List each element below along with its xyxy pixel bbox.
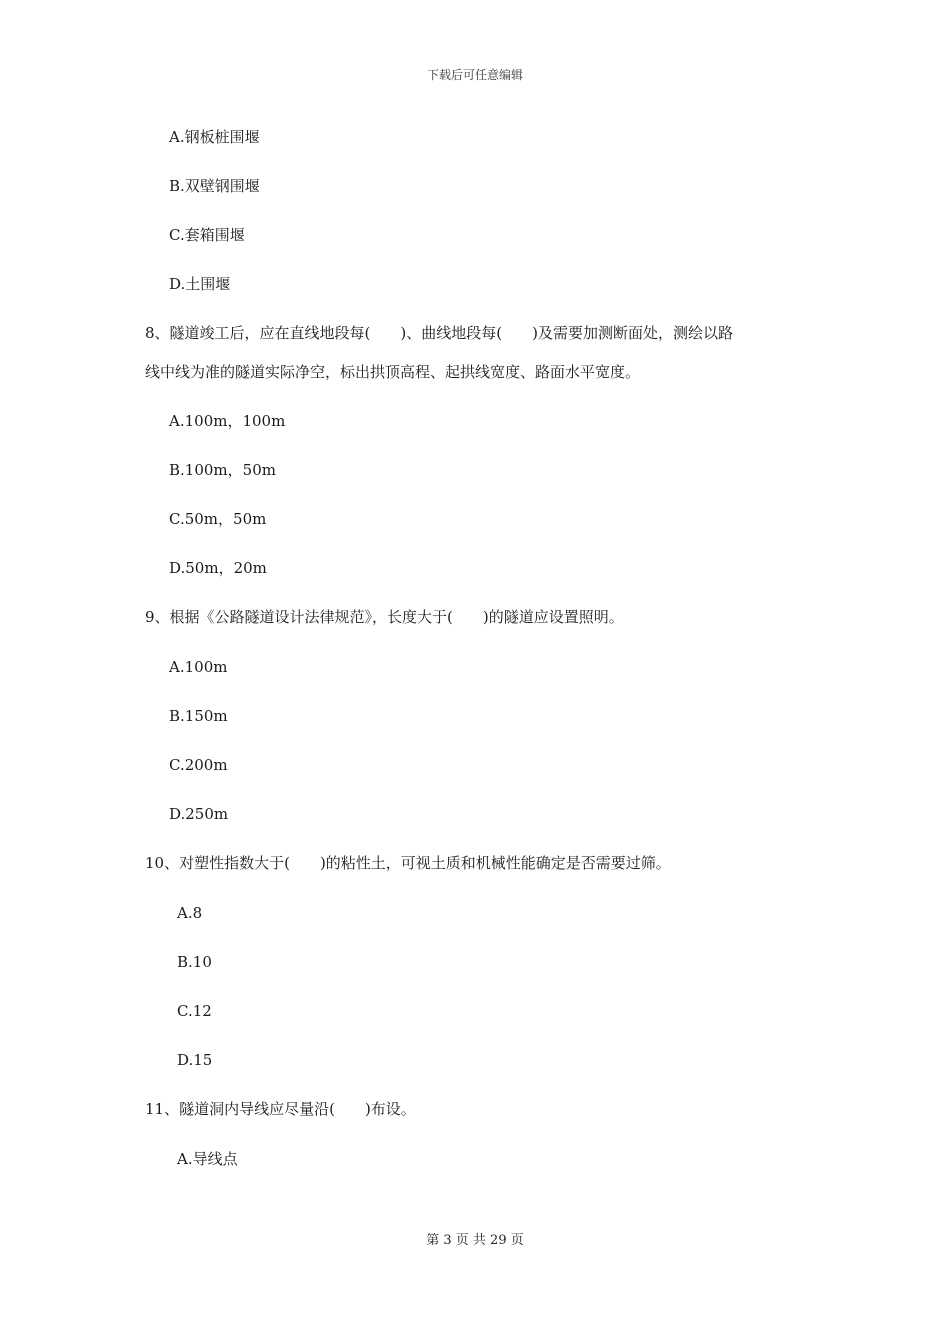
q10-option-c: C.12 [177,1002,212,1020]
option-a: A.钢板桩围堰 [169,128,260,146]
q9-option-c: C.200m [169,756,228,774]
q11-option-a: A.导线点 [177,1150,238,1168]
option-c: C.套箱围堰 [169,226,245,244]
q9-option-a: A.100m [169,658,228,676]
q10-option-d: D.15 [177,1051,213,1069]
q8-option-b: B.100m，50m [169,461,276,479]
question-9: 9、根据《公路隧道设计法律规范》，长度大于( )的隧道应设置照明。 [145,608,624,626]
page-footer: 第 3 页 共 29 页 [426,1233,524,1248]
question-11: 11、隧道洞内导线应尽量沿( )布设。 [145,1100,416,1118]
option-b: B.双壁钢围堰 [169,177,260,195]
q8-option-c: C.50m，50m [169,510,267,528]
q8-option-d: D.50m，20m [169,559,267,577]
q10-option-b: B.10 [177,953,212,971]
q10-option-a: A.8 [177,904,203,922]
q9-option-b: B.150m [169,707,228,725]
question-10: 10、对塑性指数大于( )的粘性土，可视土质和机械性能确定是否需要过筛。 [145,854,671,872]
page-header: 下载后可任意编辑 [426,68,523,82]
question-8-line-2: 线中线为准的隧道实际净空，标出拱顶高程、起拱线宽度、路面水平宽度。 [145,363,641,381]
q8-option-a: A.100m，100m [169,412,286,430]
q9-option-d: D.250m [169,805,229,823]
question-8-line-1: 8、隧道竣工后，应在直线地段每( )、曲线地段每( )及需要加测断面处，测绘以路 [145,324,733,342]
option-d: D.土围堰 [169,275,231,293]
